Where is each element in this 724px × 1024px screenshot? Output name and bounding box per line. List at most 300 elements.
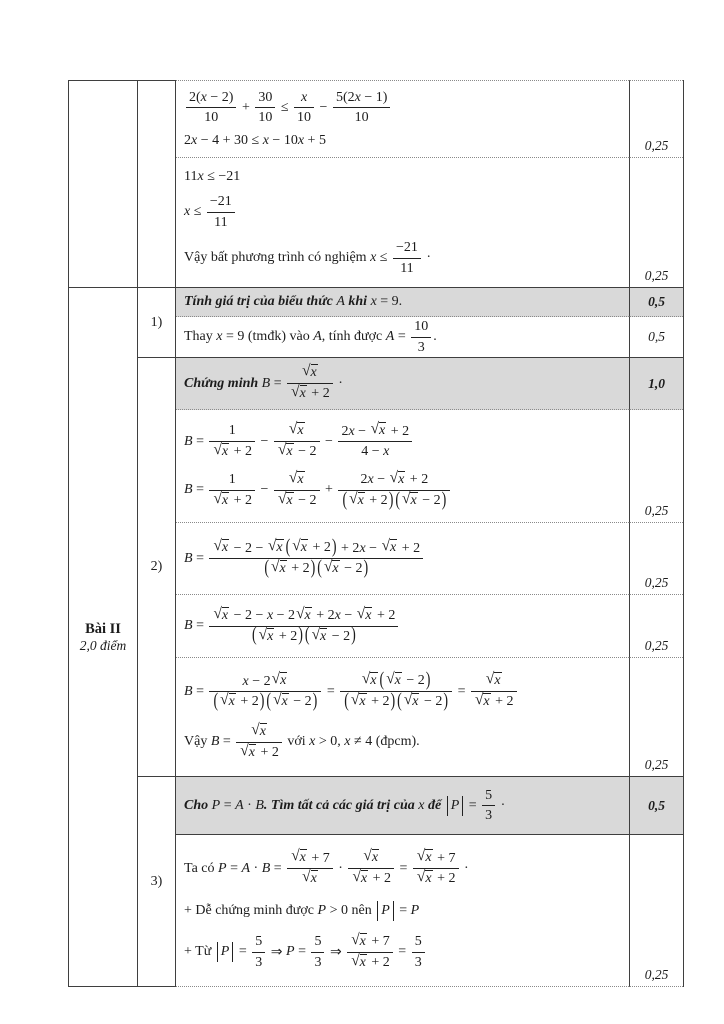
denominator	[209, 624, 398, 647]
paren-open: (	[379, 669, 385, 692]
math-run: =	[192, 433, 208, 449]
math-line	[184, 787, 625, 825]
radical-sign-icon: √	[370, 420, 380, 438]
math-run: x	[390, 540, 397, 556]
score-cell	[629, 777, 683, 835]
math-run: 11	[400, 260, 414, 276]
math-run: x	[310, 871, 317, 887]
math-run: P	[381, 902, 390, 918]
math-run: + 2	[406, 472, 429, 488]
math-run: x	[304, 607, 311, 623]
math-run: x	[425, 850, 432, 866]
numerator	[413, 849, 459, 869]
math-run: −	[365, 540, 381, 556]
math-run: x	[221, 540, 229, 556]
paren-close: )	[363, 557, 369, 580]
radical	[390, 471, 406, 489]
denominator	[252, 953, 265, 972]
numerator	[287, 364, 333, 384]
absolute-value	[377, 901, 394, 921]
radical	[273, 693, 289, 711]
denominator	[413, 869, 459, 888]
radicand	[300, 849, 307, 867]
math-run: −21	[209, 194, 232, 209]
math-run: .	[433, 329, 437, 344]
radical	[371, 422, 387, 440]
radical	[349, 489, 365, 510]
math-run: =	[226, 860, 242, 876]
math-run: x	[359, 933, 366, 949]
radical-sign-icon: √	[381, 537, 391, 555]
score-cell	[629, 158, 683, 288]
radical	[351, 693, 367, 711]
paren-content	[323, 560, 363, 578]
math-run: − 10	[268, 132, 298, 148]
radicand	[358, 492, 365, 510]
paren-open: (	[304, 624, 310, 647]
radical	[363, 849, 379, 867]
radicand	[286, 443, 293, 461]
math-run: x	[359, 694, 366, 710]
math-run: x	[259, 724, 266, 740]
math-run: − 4 + 30 ≤	[197, 132, 263, 148]
math-run: 10	[297, 110, 312, 126]
math-run: + 2	[275, 628, 298, 644]
score-cell	[629, 288, 683, 317]
math-run: x	[410, 492, 417, 508]
question-number: 1)	[150, 314, 163, 330]
math-run: Vậy bất phương trình có nghiệm	[184, 250, 371, 265]
math-run: ·	[422, 250, 432, 265]
math-run: x	[221, 443, 229, 459]
math-run: với	[283, 734, 310, 750]
paren-group	[285, 536, 338, 559]
radicand	[360, 954, 367, 972]
math-run: ·	[334, 375, 343, 391]
math-run: x	[221, 492, 229, 508]
math-run: + 2	[369, 871, 392, 887]
math-run: A	[313, 329, 322, 344]
math-run: 2	[341, 423, 349, 439]
score-cell	[629, 317, 683, 358]
numerator	[471, 672, 517, 692]
math-run: =	[323, 683, 339, 699]
math-run: =	[192, 482, 208, 498]
math-run: x	[357, 492, 364, 508]
denominator	[347, 953, 393, 972]
math-run: − 2 −	[230, 608, 267, 623]
paren-content	[291, 539, 331, 557]
math-run: +	[321, 482, 337, 498]
question-statement-cell	[176, 358, 629, 410]
math-run: + 2	[387, 423, 410, 439]
fraction	[252, 933, 265, 971]
radicand	[483, 693, 490, 711]
fraction	[209, 422, 255, 460]
exercise-label-cell	[69, 288, 138, 987]
math-line	[184, 901, 625, 921]
math-run: , tính được	[321, 329, 386, 344]
math-line	[184, 471, 625, 510]
math-run: x	[344, 734, 351, 750]
fraction	[471, 672, 517, 711]
answer-key-table	[68, 80, 684, 987]
math-line	[184, 364, 625, 403]
math-run: −	[257, 482, 272, 498]
math-run: x	[197, 168, 204, 184]
math-line	[184, 536, 625, 580]
math-run: B	[184, 618, 193, 633]
math-run: + 2	[337, 540, 360, 556]
math-run: > 0 nên	[326, 902, 376, 918]
math-run: = 9.	[376, 294, 403, 309]
radical	[278, 443, 294, 461]
fraction	[412, 933, 425, 971]
radical-sign-icon: √	[288, 469, 298, 487]
radical	[386, 672, 402, 690]
math-run: − 1)	[360, 89, 388, 105]
math-run: B	[210, 734, 220, 750]
radical-sign-icon: √	[258, 625, 268, 643]
radicand	[320, 628, 327, 646]
radicand	[311, 870, 318, 888]
radicand	[229, 693, 236, 711]
math-run: B	[184, 482, 193, 498]
radicand	[276, 539, 283, 557]
math-run: B	[255, 797, 264, 813]
math-run: 10	[258, 110, 273, 126]
math-run: x	[262, 132, 269, 148]
math-run: 3	[485, 808, 493, 823]
numerator	[274, 422, 320, 442]
math-run: − 2	[248, 673, 271, 689]
paren-close: )	[390, 690, 396, 713]
math-run: +	[238, 99, 254, 115]
math-run: x	[371, 850, 379, 866]
paren-open: (	[264, 557, 270, 580]
score-value: 0,5	[648, 294, 665, 309]
math-run: −	[354, 423, 370, 439]
math-run: x	[320, 628, 327, 644]
paren-open: (	[395, 489, 401, 511]
math-line	[184, 604, 625, 647]
math-run: x	[299, 386, 306, 401]
numerator	[482, 787, 495, 807]
question-statement-cell	[176, 777, 629, 835]
math-run: x	[300, 540, 307, 556]
math-run: 2	[360, 472, 368, 488]
math-run: x	[297, 132, 305, 148]
radical	[402, 489, 418, 510]
math-run: x	[280, 673, 287, 689]
math-run: ≤	[190, 204, 205, 219]
math-run: x	[348, 423, 355, 439]
radical-sign-icon: √	[277, 489, 287, 507]
math-run: + 2	[307, 386, 330, 401]
numerator	[207, 193, 235, 213]
math-run: B	[184, 550, 193, 566]
math-run: + 2	[230, 443, 253, 459]
answer-content-cell	[176, 158, 629, 288]
math-run: x	[383, 444, 390, 460]
math-run: x	[359, 954, 366, 970]
math-run: + 2	[287, 561, 310, 576]
math-run: =	[235, 944, 251, 960]
math-run: P	[286, 944, 295, 960]
radicand	[267, 628, 274, 646]
math-run: x	[200, 89, 207, 105]
math-run: 11	[184, 168, 198, 184]
math-run: − 2	[294, 492, 317, 508]
radicand	[365, 607, 372, 625]
math-run: x	[334, 608, 341, 623]
math-run: ·	[460, 860, 469, 876]
radical-sign-icon: √	[363, 847, 372, 865]
math-run: A	[241, 860, 251, 876]
math-run: −	[257, 433, 272, 449]
math-run: x	[266, 608, 274, 623]
math-run: x	[483, 694, 490, 710]
absolute-value	[447, 796, 464, 816]
denominator	[471, 692, 517, 711]
radical-sign-icon: √	[291, 383, 300, 400]
math-run: =	[454, 683, 469, 699]
radical-sign-icon: √	[389, 469, 399, 487]
fraction	[333, 89, 390, 127]
math-run: −21	[395, 240, 418, 255]
answer-content-cell	[176, 595, 629, 658]
math-run: + 2	[373, 608, 396, 623]
radical-sign-icon: √	[267, 537, 277, 555]
radical-sign-icon: √	[213, 489, 222, 507]
math-line	[184, 294, 625, 311]
radicand	[390, 539, 397, 557]
math-run: x	[286, 444, 293, 460]
denominator	[287, 384, 333, 403]
math-line	[184, 319, 625, 355]
question-number-cell	[138, 288, 176, 358]
radical-sign-icon: √	[402, 489, 411, 507]
fraction	[209, 672, 321, 711]
math-run: 1	[228, 423, 236, 439]
math-run: P	[450, 797, 460, 813]
numerator	[209, 536, 423, 559]
radical-sign-icon: √	[292, 537, 301, 555]
math-run: =	[394, 329, 410, 344]
paren-group	[394, 489, 447, 511]
answer-content-cell	[176, 835, 629, 987]
math-run: > 0,	[315, 734, 345, 750]
math-run: 5	[414, 934, 422, 950]
radical	[291, 385, 307, 403]
math-run: 10	[414, 319, 429, 334]
math-run: − 2)	[206, 89, 234, 105]
math-run: 10	[204, 110, 219, 126]
numerator	[287, 849, 333, 869]
math-run: A	[235, 797, 244, 813]
radicand	[301, 539, 308, 557]
fraction	[411, 318, 431, 356]
radical-sign-icon: √	[220, 691, 229, 709]
math-run: x	[360, 871, 368, 887]
radicand	[300, 385, 307, 403]
fraction	[209, 604, 398, 647]
paren-close: )	[441, 489, 447, 511]
math-run: − 2	[294, 444, 317, 460]
paren-content	[219, 693, 259, 711]
radical-sign-icon: √	[240, 741, 249, 759]
numerator	[412, 933, 425, 953]
denominator	[333, 108, 390, 127]
radical	[351, 930, 367, 951]
radical-sign-icon: √	[352, 868, 361, 886]
radicand	[222, 492, 229, 510]
radicand	[297, 471, 304, 489]
math-run: + 2	[230, 492, 253, 508]
radical-sign-icon: √	[403, 691, 413, 709]
score-cell	[629, 410, 683, 523]
math-run: B	[184, 683, 193, 699]
radical-sign-icon: √	[291, 847, 300, 865]
paren-close: )	[312, 690, 318, 713]
radical	[268, 539, 284, 557]
exercise-label-cell	[69, 80, 138, 288]
radicand	[425, 849, 432, 867]
math-run: x	[425, 871, 432, 887]
radical	[302, 364, 318, 382]
math-run: =	[395, 902, 411, 918]
math-run: ⇒	[326, 944, 346, 960]
radical-sign-icon: √	[350, 691, 360, 709]
numerator	[209, 471, 255, 491]
score-value: 0,25	[644, 268, 669, 283]
math-run: x	[365, 607, 372, 623]
math-run: x	[370, 250, 377, 265]
answer-content-cell	[176, 523, 629, 595]
math-run: ·	[250, 860, 262, 876]
math-run: x	[379, 423, 386, 439]
math-run: x	[332, 561, 339, 576]
math-run: x	[494, 673, 501, 689]
radicand	[379, 422, 386, 440]
radical-sign-icon: √	[416, 868, 426, 886]
numerator	[333, 89, 390, 109]
paren-group	[263, 557, 316, 580]
fraction	[186, 89, 236, 127]
paren-open: (	[317, 557, 322, 580]
math-run: Ta có	[184, 860, 219, 876]
fraction	[338, 471, 450, 510]
question-statement-cell	[176, 288, 629, 317]
radical	[271, 560, 287, 578]
math-run: + 2	[367, 954, 390, 970]
math-run: − 2	[402, 673, 425, 689]
math-run: 5(2	[335, 89, 355, 105]
math-run: x	[267, 628, 274, 644]
radical	[486, 672, 502, 690]
fraction	[294, 89, 314, 127]
numerator	[348, 849, 394, 869]
paren-open: (	[266, 690, 272, 713]
denominator	[186, 108, 236, 127]
math-run: 1	[228, 472, 236, 488]
math-run: + 2	[491, 694, 514, 710]
radicand	[222, 607, 229, 625]
denominator	[274, 442, 320, 461]
math-run: ·	[243, 797, 256, 813]
math-run: x	[370, 294, 377, 309]
math-run: Chứng minh	[184, 375, 262, 391]
absolute-value	[217, 942, 234, 962]
fraction	[209, 536, 423, 580]
denominator	[274, 491, 320, 510]
score-value: 0,25	[644, 138, 669, 153]
radical	[213, 440, 229, 461]
math-run: P	[218, 860, 227, 876]
paren-group	[379, 669, 432, 692]
math-run: − 2 −	[230, 540, 267, 556]
numerator	[255, 89, 275, 109]
math-run: x	[299, 850, 306, 866]
paren-close: )	[259, 690, 265, 713]
math-run: x	[242, 673, 249, 689]
numerator	[393, 239, 421, 259]
radical	[356, 604, 373, 625]
math-run: x	[309, 734, 316, 750]
math-run: x	[359, 540, 366, 556]
radical-sign-icon: √	[323, 558, 333, 575]
denominator	[207, 213, 235, 232]
radical-sign-icon: √	[356, 604, 366, 622]
math-run: 3	[255, 954, 263, 970]
radical	[291, 849, 307, 867]
math-run: P	[317, 902, 327, 918]
numerator	[186, 89, 236, 109]
exercise-points-total: 2,0 điểm	[79, 637, 127, 653]
radical-sign-icon: √	[311, 625, 321, 643]
radical-sign-icon: √	[349, 489, 358, 507]
paren-open: (	[344, 690, 349, 713]
score-value: 0,25	[644, 638, 669, 653]
score-value: 1,0	[648, 375, 665, 391]
paren-group	[251, 624, 304, 647]
math-run: x	[286, 492, 293, 508]
math-line	[184, 168, 625, 185]
paren-group	[316, 557, 369, 580]
math-run: x	[418, 797, 425, 813]
score-value: 0,25	[644, 967, 669, 982]
radical	[352, 870, 368, 888]
math-run: =	[220, 797, 236, 813]
answer-content-cell	[176, 658, 629, 777]
radicand	[260, 723, 267, 741]
radical-sign-icon: √	[302, 362, 311, 380]
math-line	[184, 89, 625, 127]
math-run: − 2	[340, 561, 363, 576]
math-run: ⇒	[267, 944, 286, 960]
paren-close: )	[331, 536, 337, 559]
radical-sign-icon: √	[288, 420, 298, 438]
radical	[289, 471, 305, 489]
numerator	[338, 422, 412, 442]
math-run: + 2	[367, 694, 390, 710]
math-run: + 2	[398, 540, 421, 556]
radical	[240, 741, 256, 762]
math-line	[184, 930, 625, 972]
radicand	[370, 672, 377, 690]
math-run: B	[261, 860, 271, 876]
math-run: − 2	[289, 694, 312, 710]
